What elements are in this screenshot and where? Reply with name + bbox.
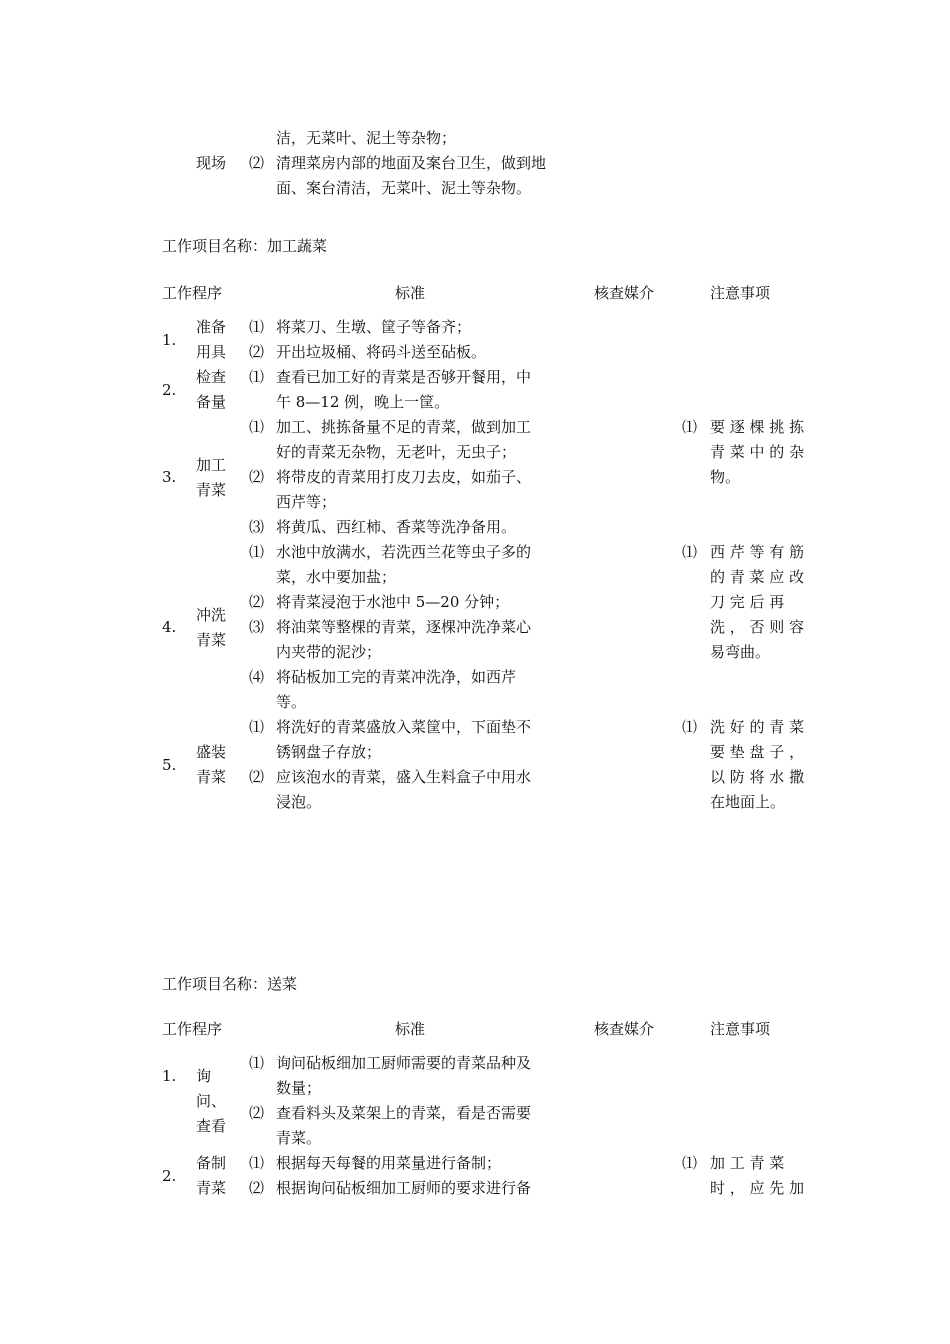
sec1-step-num: 3. xyxy=(162,468,177,486)
sec1-step-name: 青菜 xyxy=(196,631,227,649)
sec1-standard-line: 开出垃圾桶、将码斗送至砧板。 xyxy=(276,343,487,361)
sec1-note-line: 青 菜 中 的 杂 xyxy=(710,443,805,461)
sec1-standard-line: 西芹等； xyxy=(276,493,337,511)
sec1-note-line: 要 逐 棵 挑 拣 xyxy=(710,418,805,436)
sec1-note-line: 的 青 菜 应 改 xyxy=(710,568,805,586)
sec2-standard-num: ⑴ xyxy=(249,1054,265,1072)
sec2-standard-num: ⑵ xyxy=(249,1104,265,1122)
top-item-line: 洁，无菜叶、泥土等杂物； xyxy=(276,129,457,147)
sec2-header-media: 核查媒介 xyxy=(594,1020,655,1038)
sec1-header-step: 工作程序 xyxy=(162,284,223,302)
sec1-standard-num: ⑵ xyxy=(249,593,265,611)
sec1-standard-num: ⑴ xyxy=(249,418,265,436)
sec1-step-name: 用具 xyxy=(196,343,227,361)
sec1-note-line: 洗 ， 否 则 容 xyxy=(710,618,805,636)
sec2-header-standard: 标准 xyxy=(395,1020,426,1038)
sec2-step-name: 青菜 xyxy=(196,1179,227,1197)
sec1-step-name: 青菜 xyxy=(196,481,227,499)
sec2-standard-line: 根据询问砧板细加工厨师的要求进行备 xyxy=(276,1179,532,1197)
sec1-step-num: 1. xyxy=(162,331,177,349)
sec1-standard-line: 午 8—12 例，晚上一筐。 xyxy=(276,393,450,411)
sec1-note-line: 易弯曲。 xyxy=(710,643,771,661)
sec1-step-name: 盛装 xyxy=(196,743,227,761)
sec1-standard-line: 应该泡水的青菜，盛入生料盒子中用水 xyxy=(276,768,532,786)
sec2-standard-line: 青菜。 xyxy=(276,1129,322,1147)
sec1-standard-line: 内夹带的泥沙； xyxy=(276,643,382,661)
top-label: 现场 xyxy=(196,154,227,172)
sec1-standard-num: ⑶ xyxy=(249,618,265,636)
sec1-note-line: 刀 完 后 再 xyxy=(710,593,785,611)
sec2-standard-line: 数量； xyxy=(276,1079,322,1097)
sec2-title: 工作项目名称：送菜 xyxy=(162,975,298,993)
top-item-num: ⑵ xyxy=(249,154,265,172)
sec1-standard-line: 好的青菜无杂物，无老叶，无虫子； xyxy=(276,443,517,461)
sec1-standard-line: 将青菜浸泡于水池中 5—20 分钟； xyxy=(276,593,510,611)
sec1-standard-line: 将带皮的青菜用打皮刀去皮，如茄子、 xyxy=(276,468,532,486)
sec1-note-line: 西 芹 等 有 筋 xyxy=(710,543,805,561)
sec1-step-name: 准备 xyxy=(196,318,227,336)
sec2-step-name: 问、 xyxy=(196,1092,227,1110)
sec1-header-media: 核查媒介 xyxy=(594,284,655,302)
sec1-standard-line: 将砧板加工完的青菜冲洗净，如西芹 xyxy=(276,668,517,686)
sec1-standard-num: ⑴ xyxy=(249,368,265,386)
sec1-standard-line: 等。 xyxy=(276,693,307,711)
sec1-standard-line: 加工、挑拣备量不足的青菜，做到加工 xyxy=(276,418,532,436)
sec1-standard-line: 查看已加工好的青菜是否够开餐用，中 xyxy=(276,368,532,386)
sec1-note-line: 要 垫 盘 子 ， xyxy=(710,743,805,761)
sec1-standard-line: 将油菜等整棵的青菜，逐棵冲洗净菜心 xyxy=(276,618,532,636)
sec2-header-notes: 注意事项 xyxy=(710,1020,771,1038)
sec1-standard-num: ⑶ xyxy=(249,518,265,536)
sec1-standard-line: 水池中放满水，若洗西兰花等虫子多的 xyxy=(276,543,532,561)
top-item-line: 清理菜房内部的地面及案台卫生，做到地 xyxy=(276,154,547,172)
sec1-step-name: 检查 xyxy=(196,368,227,386)
sec1-standard-line: 将洗好的青菜盛放入菜筐中，下面垫不 xyxy=(276,718,532,736)
sec1-standard-num: ⑴ xyxy=(249,543,265,561)
sec1-standard-num: ⑵ xyxy=(249,768,265,786)
sec2-standard-line: 根据每天每餐的用菜量进行备制； xyxy=(276,1154,502,1172)
sec2-note-line: 时 ， 应 先 加 xyxy=(710,1179,805,1197)
sec1-standard-line: 菜，水中要加盐； xyxy=(276,568,397,586)
sec1-title: 工作项目名称：加工蔬菜 xyxy=(162,237,328,255)
sec1-step-name: 加工 xyxy=(196,456,227,474)
sec1-standard-line: 锈钢盘子存放； xyxy=(276,743,382,761)
sec2-step-name: 询 xyxy=(196,1067,212,1085)
sec1-standard-line: 将菜刀、生墩、筐子等备齐； xyxy=(276,318,472,336)
sec1-note-num: ⑴ xyxy=(682,543,698,561)
top-item-line: 面、案台清洁，无菜叶、泥土等杂物。 xyxy=(276,179,532,197)
sec1-note-line: 在地面上。 xyxy=(710,793,786,811)
sec1-header-notes: 注意事项 xyxy=(710,284,771,302)
sec2-note-line: 加 工 青 菜 xyxy=(710,1154,785,1172)
sec2-note-num: ⑴ xyxy=(682,1154,698,1172)
sec1-step-name: 冲洗 xyxy=(196,606,227,624)
sec1-note-line: 洗 好 的 青 菜 xyxy=(710,718,805,736)
sec2-step-num: 2. xyxy=(162,1167,177,1185)
sec1-standard-line: 浸泡。 xyxy=(276,793,322,811)
sec1-standard-line: 将黄瓜、西红柿、香菜等洗净备用。 xyxy=(276,518,517,536)
sec1-step-num: 5. xyxy=(162,756,177,774)
sec1-step-num: 4. xyxy=(162,618,177,636)
sec1-note-line: 以 防 将 水 撒 xyxy=(710,768,805,786)
sec2-standard-num: ⑵ xyxy=(249,1179,265,1197)
sec1-standard-num: ⑴ xyxy=(249,718,265,736)
sec2-standard-line: 查看料头及菜架上的青菜，看是否需要 xyxy=(276,1104,532,1122)
sec1-standard-num: ⑵ xyxy=(249,343,265,361)
sec2-step-name: 备制 xyxy=(196,1154,227,1172)
sec1-note-num: ⑴ xyxy=(682,418,698,436)
sec2-step-name: 查看 xyxy=(196,1117,227,1135)
sec1-step-name: 备量 xyxy=(196,393,227,411)
sec1-header-standard: 标准 xyxy=(395,284,426,302)
sec2-step-num: 1. xyxy=(162,1067,177,1085)
sec1-standard-num: ⑴ xyxy=(249,318,265,336)
sec2-standard-num: ⑴ xyxy=(249,1154,265,1172)
sec2-header-step: 工作程序 xyxy=(162,1020,223,1038)
sec1-step-num: 2. xyxy=(162,381,177,399)
sec1-step-name: 青菜 xyxy=(196,768,227,786)
sec1-standard-num: ⑷ xyxy=(249,668,265,686)
sec1-standard-num: ⑵ xyxy=(249,468,265,486)
sec2-standard-line: 询问砧板细加工厨师需要的青菜品种及 xyxy=(276,1054,532,1072)
sec1-note-line: 物。 xyxy=(710,468,741,486)
sec1-note-num: ⑴ xyxy=(682,718,698,736)
